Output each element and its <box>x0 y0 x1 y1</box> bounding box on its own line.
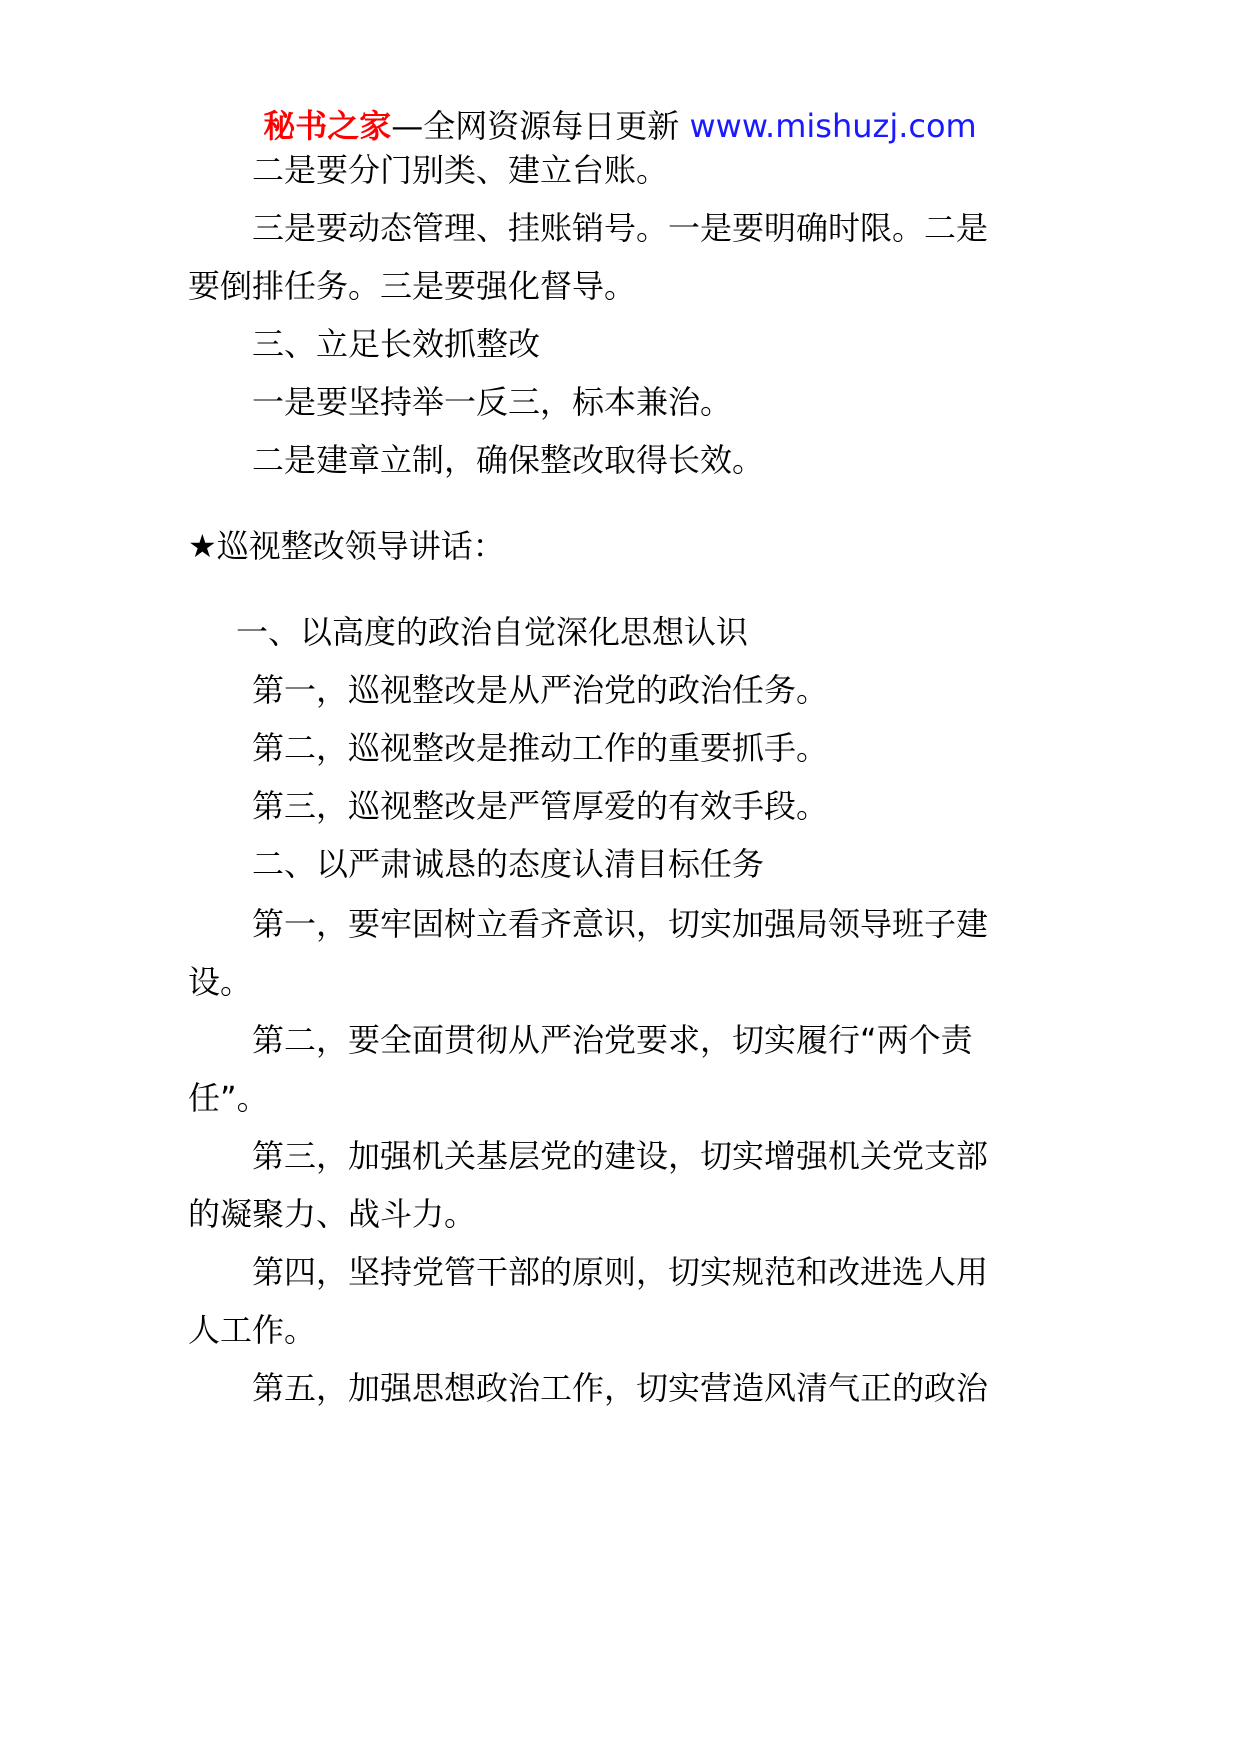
paragraph-line: 设。 <box>188 963 253 1001</box>
paragraph-line: 第五，加强思想政治工作，切实营造风清气正的政治 <box>252 1369 989 1407</box>
site-slogan: —全网资源每日更新 <box>391 107 680 145</box>
paragraph-line: 第三，巡视整改是严管厚爱的有效手段。 <box>252 787 829 825</box>
paragraph-line: 第二，要全面贯彻从严治党要求，切实履行“两个责 <box>252 1021 973 1059</box>
speech-heading: ★巡视整改领导讲话： <box>188 527 505 565</box>
section-heading: 二、以严肃诚恳的态度认清目标任务 <box>252 845 765 883</box>
paragraph-line: 一是要坚持举一反三，标本兼治。 <box>252 383 733 421</box>
paragraph-line: 的凝聚力、战斗力。 <box>188 1195 477 1233</box>
paragraph-line: 第一，巡视整改是从严治党的政治任务。 <box>252 671 829 709</box>
site-url-link[interactable]: www.mishuzj.com <box>689 107 977 145</box>
site-header <box>0 104 1240 148</box>
paragraph-line: 二是建章立制，确保整改取得长效。 <box>252 441 765 479</box>
paragraph-line: 任”。 <box>188 1079 269 1117</box>
paragraph-line: 三是要动态管理、挂账销号。一是要明确时限。二是 <box>252 209 989 247</box>
section-heading: 三、立足长效抓整改 <box>252 325 541 363</box>
section-heading: 一、以高度的政治自觉深化思想认识 <box>236 613 749 651</box>
paragraph-line: 人工作。 <box>188 1311 317 1349</box>
paragraph-line: 二是要分门别类、建立台账。 <box>252 151 669 189</box>
paragraph-line: 要倒排任务。三是要强化督导。 <box>188 267 637 305</box>
paragraph-line: 第三，加强机关基层党的建设，切实增强机关党支部 <box>252 1137 989 1175</box>
paragraph-line: 第二，巡视整改是推动工作的重要抓手。 <box>252 729 829 767</box>
paragraph-line: 第四，坚持党管干部的原则，切实规范和改进选人用 <box>252 1253 989 1291</box>
site-brand: 秘书之家 <box>263 107 392 145</box>
paragraph-line: 第一，要牢固树立看齐意识，切实加强局领导班子建 <box>252 905 989 943</box>
